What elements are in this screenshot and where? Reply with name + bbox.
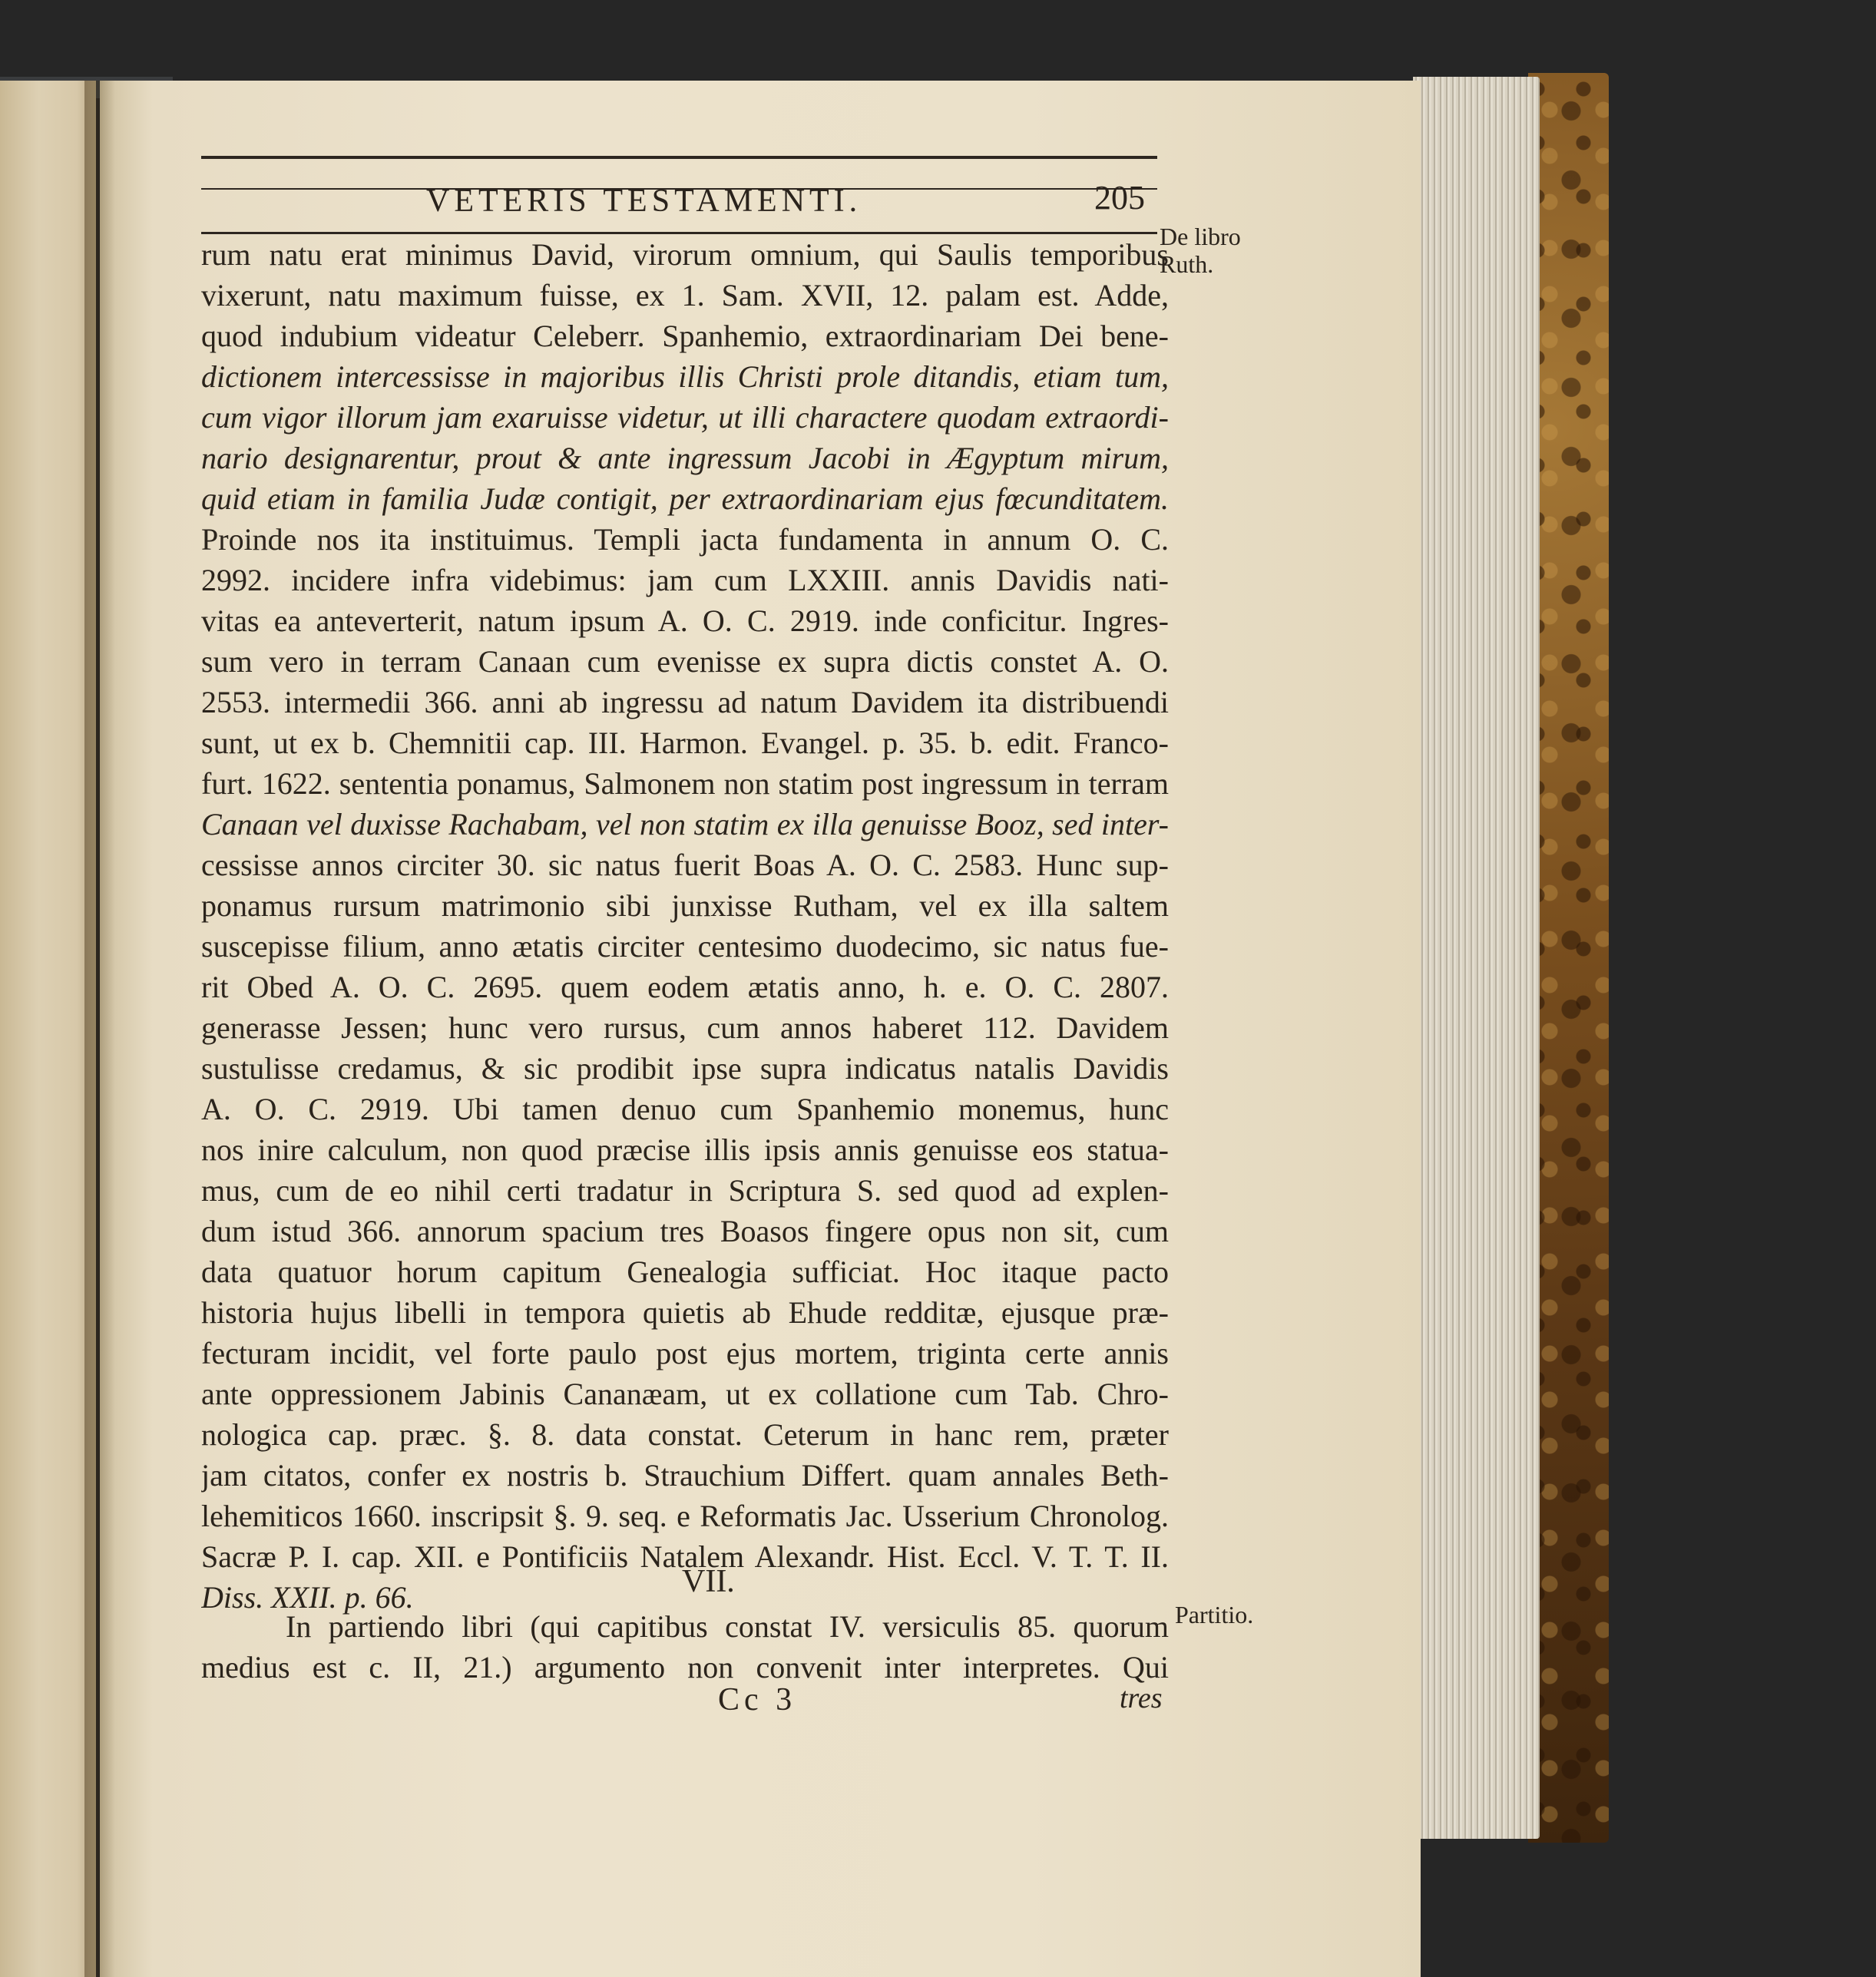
text-line: mus, cum de eo nihil certi tradatur in Scriptura S. sed quod ad explen- [201, 1173, 1169, 1208]
text-line: A. O. C. 2919. Ubi tamen denuo cum Spanhemio monemus, hunc [201, 1092, 1169, 1126]
text-line: vixerunt, natu maximum fuisse, ex 1. Sam. XVII, 12. palam est. Adde, [201, 278, 1169, 312]
catchword: tres [1120, 1682, 1163, 1714]
head-rule-top [201, 156, 1157, 159]
left-page [0, 81, 96, 1977]
text-line: ponamus rursum matrimonio sibi junxisse Rutham, vel ex illa saltem [201, 888, 1169, 923]
text-line: sunt, ut ex b. Chemnitii cap. III. Harmon. Evangel. p. 35. b. edit. Franco- [201, 726, 1169, 760]
section-number: VII. [682, 1564, 735, 1599]
body-text [201, 234, 1169, 1618]
text-line: 2992. incidere infra videbimus: jam cum LXXIII. annis Davidis nati- [201, 563, 1169, 597]
text-line: quod indubium videatur Celeberr. Spanhemio, extraordinariam Dei bene- [201, 319, 1169, 353]
text-line: 2553. intermedii 366. anni ab ingressu ad natum Davidem ita distribuendi [201, 685, 1169, 719]
text-line: jam citatos, confer ex nostris b. Strauchium Differt. quam annales Beth- [201, 1458, 1169, 1493]
text-line: rit Obed A. O. C. 2695. quem eodem ætatis anno, h. e. O. C. 2807. [201, 970, 1169, 1004]
margin-note-line: Ruth. [1160, 250, 1214, 278]
text-line: sustulisse credamus, & sic prodibit ipse supra indicatus natalis Davidis [201, 1051, 1169, 1086]
text-line: medius est c. II, 21.) argumento non convenit inter interpretes. Qui [201, 1650, 1169, 1684]
running-head: VETERIS TESTAMENTI. [426, 183, 862, 219]
text-line: generasse Jessen; hunc vero rursus, cum annos haberet 112. Davidem [201, 1010, 1169, 1045]
margin-note-partitio: Partitio. [1175, 1601, 1254, 1628]
text-line: rum natu erat minimus David, virorum omnium, qui Saulis temporibus [201, 237, 1169, 272]
text-line: suscepisse filium, anno ætatis circiter centesimo duodecimo, sic natus fue- [201, 929, 1169, 964]
text-line: nologica cap. præc. §. 8. data constat. Ceterum in hanc rem, præter [201, 1417, 1169, 1452]
text-line: Proinde nos ita instituimus. Templi jacta fundamenta in annum O. C. [201, 522, 1169, 557]
text-line: cessisse annos circiter 30. sic natus fuerit Boas A. O. C. 2583. Hunc sup- [201, 848, 1169, 882]
text-line: furt. 1622. sententia ponamus, Salmonem non statim post ingressum in terram [201, 766, 1169, 801]
text-line: historia hujus libelli in tempora quietis ab Ehude redditæ, ejusque præ- [201, 1295, 1169, 1330]
text-line: ante oppressionem Jabinis Cananæam, ut ex collatione cum Tab. Chro- [201, 1377, 1169, 1411]
text-line: Sacræ P. I. cap. XII. e Pontificiis Natalem Alexandr. Hist. Eccl. V. T. T. II. [201, 1539, 1169, 1574]
text-line: nario designarentur, prout & ante ingressum Jacobi in Ægyptum mirum, [201, 441, 1169, 475]
text-line: cum vigor illorum jam exaruisse videtur, ut illi charactere quodam extraordi- [201, 400, 1169, 435]
body-text-section [201, 1606, 1169, 1688]
text-line: fecturam incidit, vel forte paulo post ejus mortem, triginta certe annis [201, 1336, 1169, 1370]
page-edges [1413, 77, 1540, 1839]
text-line: Diss. XXII. p. 66. [201, 1580, 414, 1615]
text-line: quid etiam in familia Judæ contigit, per extraordinariam ejus fœcunditatem. [201, 481, 1169, 516]
text-line: sum vero in terram Canaan cum evenisse ex supra dictis constet A. O. [201, 644, 1169, 679]
signature-mark: Cc 3 [718, 1682, 797, 1717]
text-line: Canaan vel duxisse Rachabam, vel non statim ex illa genuisse Booz, sed inter- [201, 807, 1169, 841]
text-line: vitas ea anteverterit, natum ipsum A. O. C. 2919. inde conficitur. Ingres- [201, 603, 1169, 638]
cover-board [1528, 73, 1609, 1843]
marbled-pattern [1528, 73, 1609, 1843]
margin-note-line: De libro [1160, 223, 1241, 250]
text-line: In partiendo libri (qui capitibus constat IV. versiculis 85. quorum [286, 1609, 1169, 1644]
page-number: 205 [1094, 179, 1145, 217]
text-line: dictionem intercessisse in majoribus illis Christi prole ditandis, etiam tum, [201, 359, 1169, 394]
margin-note-subject [1160, 223, 1241, 278]
text-line: data quatuor horum capitum Genealogia sufficiat. Hoc itaque pacto [201, 1255, 1169, 1289]
gutter-shadow [84, 81, 115, 1977]
text-line: lehemiticos 1660. inscripsit §. 9. seq. e Reformatis Jac. Usserium Chronolog. [201, 1499, 1169, 1533]
text-line: dum istud 366. annorum spacium tres Boasos fingere opus non sit, cum [201, 1214, 1169, 1248]
text-line: nos inire calculum, non quod præcise illis ipsis annis genuisse eos statua- [201, 1132, 1169, 1167]
